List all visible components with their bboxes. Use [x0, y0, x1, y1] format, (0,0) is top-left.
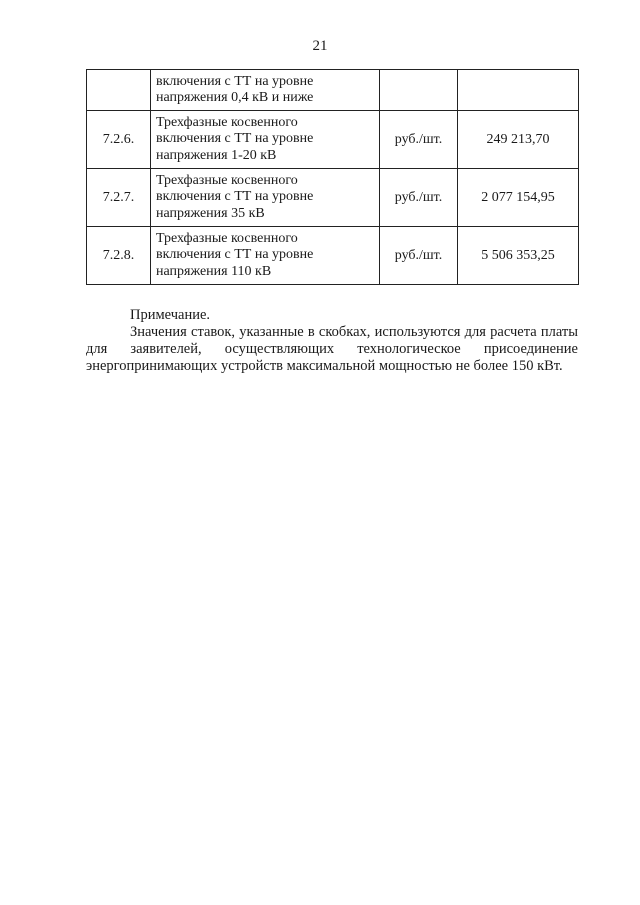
description-line: включения с ТТ на уровне	[156, 189, 314, 205]
table-row	[87, 169, 579, 227]
row-unit: руб./шт.	[380, 227, 458, 285]
row-value	[458, 70, 579, 111]
note-text-line: энергопринимающих устройств максимальной мощностью не более 150 кВт.	[86, 358, 563, 374]
row-value: 249 213,70	[458, 111, 579, 169]
row-description	[151, 227, 380, 285]
row-number: 7.2.7.	[87, 169, 151, 227]
description-line: включения с ТТ на уровне	[156, 131, 314, 147]
row-number: 7.2.8.	[87, 227, 151, 285]
note-text-line: для заявителей, осуществляющих технологическое присоединение	[86, 341, 578, 357]
table-row	[87, 111, 579, 169]
row-description	[151, 111, 380, 169]
row-description	[151, 169, 380, 227]
description-line: Трехфазные косвенного	[156, 230, 298, 246]
description-line: напряжения 1-20 кВ	[156, 147, 277, 163]
row-value: 2 077 154,95	[458, 169, 579, 227]
note-title: Примечание.	[130, 307, 211, 323]
note-section	[86, 307, 578, 375]
row-value: 5 506 353,25	[458, 227, 579, 285]
description-line: включения с ТТ на уровне	[156, 73, 314, 89]
description-line: Трехфазные косвенного	[156, 172, 298, 188]
description-line: напряжения 110 кВ	[156, 263, 272, 279]
table-row	[87, 70, 579, 111]
table-row	[87, 227, 579, 285]
row-description	[151, 70, 380, 111]
row-unit: руб./шт.	[380, 111, 458, 169]
page-number: 21	[312, 38, 328, 54]
note-text-line: Значения ставок, указанные в скобках, используются для расчета платы	[130, 324, 578, 340]
description-line: включения с ТТ на уровне	[156, 247, 314, 263]
description-line: напряжения 0,4 кВ и ниже	[156, 90, 314, 105]
row-number: 7.2.6.	[87, 111, 151, 169]
row-unit	[380, 70, 458, 111]
row-number	[87, 70, 151, 111]
description-line: напряжения 35 кВ	[156, 205, 265, 221]
row-unit: руб./шт.	[380, 169, 458, 227]
description-line: Трехфазные косвенного	[156, 114, 298, 130]
tariff-table	[86, 69, 579, 285]
